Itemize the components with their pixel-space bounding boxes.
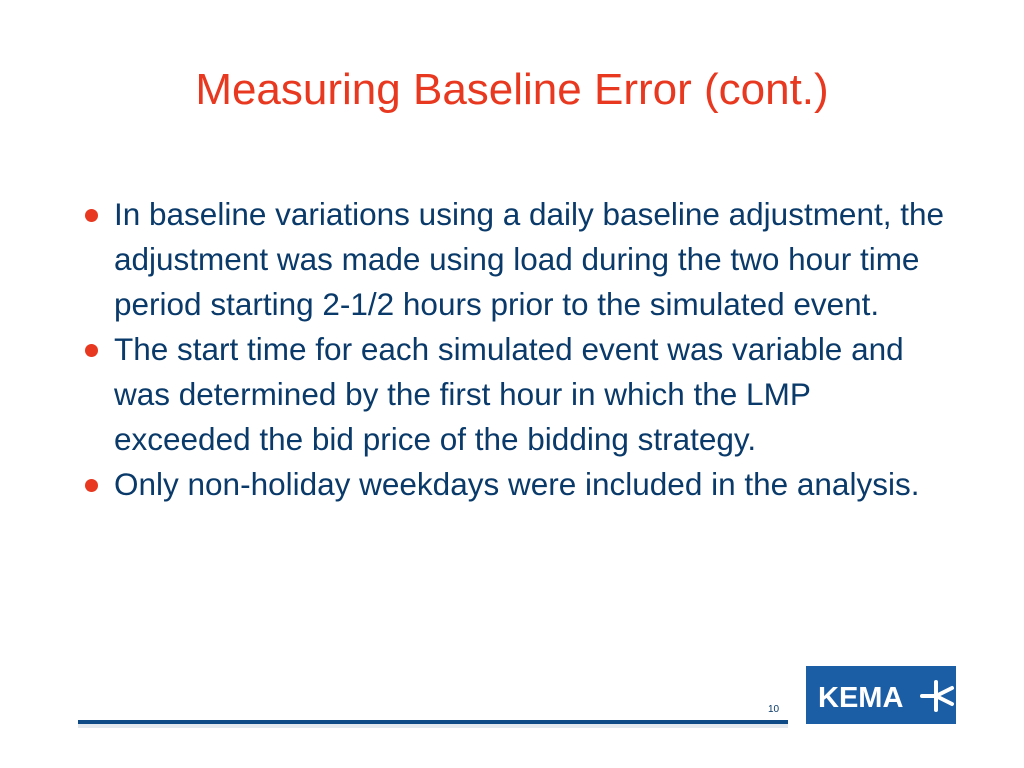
footer-rule-shadow: [78, 724, 788, 728]
bullet-marker: [85, 209, 98, 222]
kema-logo: [806, 666, 956, 724]
bullet-item: [82, 327, 952, 462]
bullet-text: Only non-holiday weekdays were included in the analysis.: [114, 466, 920, 502]
logo-mark-icon: [922, 682, 952, 710]
logo-wordmark: KEMA: [818, 682, 904, 714]
kema-logo-graphic: [806, 666, 956, 724]
bullet-marker: [85, 344, 98, 357]
bullet-text: The start time for each simulated event was variable and was determined by the first hour in which the LMP exceeded the bid price of the bidding strategy.: [114, 331, 904, 457]
bullet-text: In baseline variations using a daily baseline adjustment, the adjustment was made using load during the two hour time period starting 2-1/2 hours prior to the simulated event.: [114, 196, 945, 322]
slide-title: Measuring Baseline Error (cont.): [195, 65, 829, 114]
bullet-item: [82, 192, 952, 327]
page-number: 10: [768, 704, 780, 715]
bullet-marker: [85, 479, 98, 492]
bullet-item: [82, 462, 952, 507]
bullet-list: [82, 192, 952, 507]
